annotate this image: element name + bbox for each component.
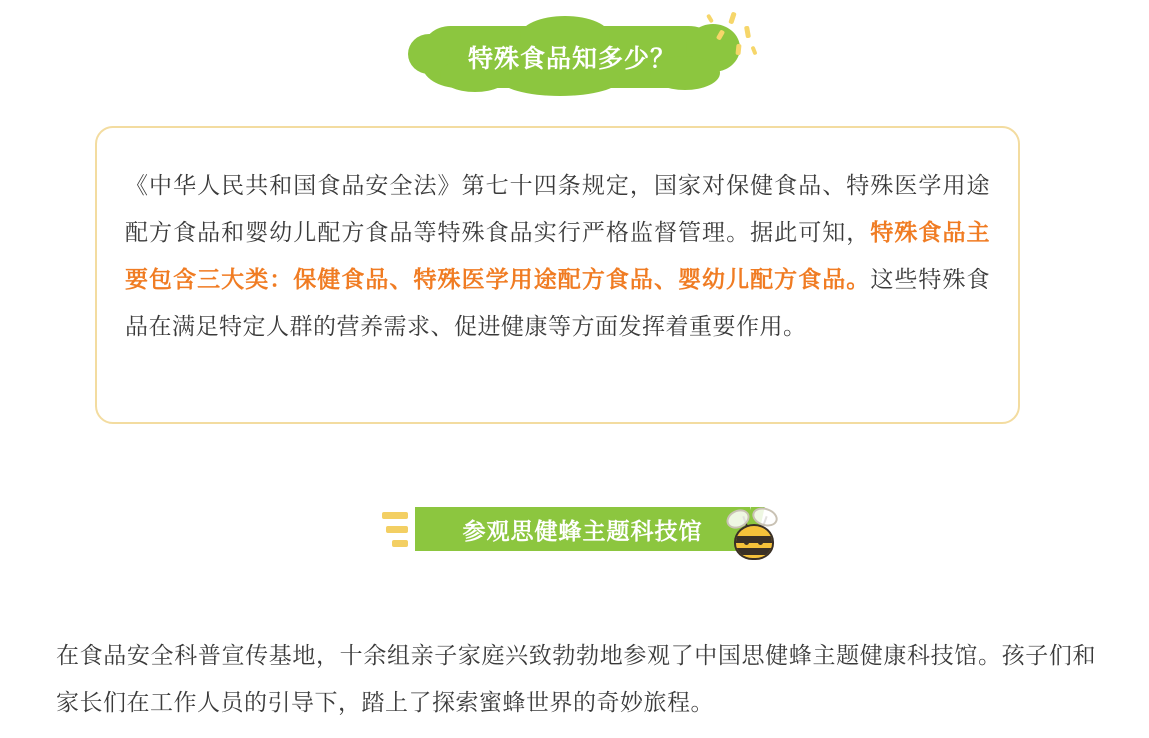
section-heading-special-food [400,8,780,108]
confetti-dot-icon [735,44,741,55]
confetti-dot-icon [728,12,736,25]
heading-banner-text: 参观思健蜂主题科技馆 [462,517,703,544]
law-text-highlight: 特殊食品主要包含三大类：保健食品、特殊医学用途配方食品、婴幼儿配方食品。 [125,219,991,292]
tick-mark-icon [386,526,408,533]
law-card-text [125,162,990,350]
section-heading-museum-visit [370,500,790,580]
heading-blob-text: 特殊食品知多少？ [467,45,676,73]
tick-mark-icon [382,512,408,519]
law-text-part1: 《中华人民共和国食品安全法》第七十四条规定，国家对保健食品、特殊医学用途配方食品和婴幼儿配方食品等特殊食品实行严格监督管理。据此可知， [125,172,990,245]
law-quotation-card [95,126,1020,424]
confetti-dot-icon [750,46,757,56]
confetti-dot-icon [706,14,714,24]
tick-mark-icon [392,540,408,547]
body-paragraph: 在食品安全科普宣传基地，十余组亲子家庭兴致勃勃地参观了中国思健蜂主题健康科技馆。孩子们和家长们在工作人员的引导下，踏上了探索蜜蜂世界的奇妙旅程。 [56,642,1096,715]
bee-eye-right [758,540,763,545]
confetti-dot-icon [744,26,751,39]
law-text-part2: 这些特殊食品在满足特定人群的营养需求、促进健康等方面发挥着重要作用。 [125,266,991,339]
